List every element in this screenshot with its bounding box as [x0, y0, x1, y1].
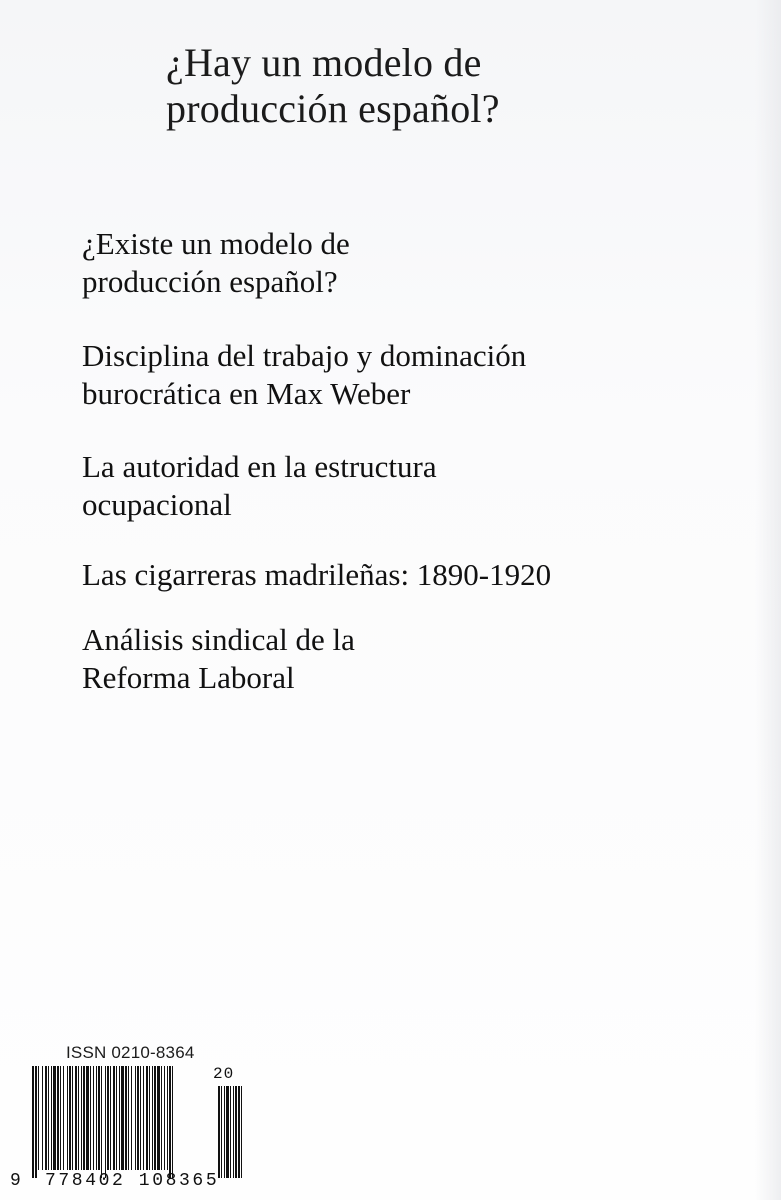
contents-item-3-line-1: La autoridad en la estructura — [82, 449, 437, 484]
contents-item-2-line-1: Disciplina del trabajo y dominación — [82, 338, 527, 373]
barcode-bar — [116, 1066, 117, 1170]
barcode-bar — [146, 1066, 148, 1170]
barcode-bar — [81, 1066, 82, 1170]
barcode-bar — [83, 1066, 85, 1170]
contents-item-2 — [82, 337, 702, 413]
barcode-bar — [137, 1066, 139, 1170]
page-title-line-2: producción español? — [166, 86, 500, 131]
barcode-bar — [42, 1066, 43, 1170]
contents-item-5-line-2: Reforma Laboral — [82, 660, 295, 695]
barcode-bar — [143, 1066, 144, 1170]
barcode-bar — [107, 1066, 109, 1170]
contents-item-2-line-2: burocrática en Max Weber — [82, 376, 411, 411]
barcode-bar — [72, 1066, 73, 1170]
barcode-bar — [101, 1066, 102, 1178]
barcode-addon-bar — [241, 1086, 242, 1178]
page-title — [166, 40, 636, 132]
barcode-bar — [140, 1066, 141, 1170]
barcode-bar — [51, 1066, 52, 1170]
barcode-bar — [96, 1066, 97, 1170]
barcode-bar — [60, 1066, 61, 1170]
contents-item-1-line-1: ¿Existe un modelo de — [82, 226, 350, 261]
barcode-bar — [78, 1066, 79, 1170]
barcode-bar — [172, 1066, 173, 1178]
barcode-bar — [121, 1066, 124, 1170]
barcode-bar — [86, 1066, 89, 1170]
barcode-main-digits: 778402 108365 — [45, 1171, 220, 1191]
barcode-addon-bar — [233, 1086, 234, 1178]
barcode-bar — [169, 1066, 171, 1178]
barcode-bar — [35, 1066, 37, 1178]
page-title-line-1: ¿Hay un modelo de — [166, 40, 482, 85]
barcode-bar — [98, 1066, 100, 1170]
barcode-bar — [63, 1066, 64, 1170]
barcode-bar — [125, 1066, 127, 1170]
contents-item-4-line-1: Las cigarreras madrileñas: 1890-1920 — [82, 557, 552, 592]
barcode-bar — [38, 1066, 39, 1170]
barcode-bar — [157, 1066, 160, 1170]
barcode-addon-bar — [230, 1086, 231, 1178]
barcode-bar — [105, 1066, 106, 1178]
barcode-addon-bar — [235, 1086, 237, 1178]
barcode-bar — [152, 1066, 153, 1170]
barcode-bar — [128, 1066, 129, 1170]
issn-label: ISSN 0210-8364 — [66, 1043, 195, 1062]
barcode-addon-bar — [238, 1086, 240, 1178]
barcode-bar — [32, 1066, 34, 1178]
barcode-addon-bar — [221, 1086, 222, 1178]
barcode-bar — [90, 1066, 91, 1170]
barcode-bar — [113, 1066, 115, 1170]
barcode-bar — [154, 1066, 156, 1170]
barcode-bar — [57, 1066, 59, 1170]
barcode-bar — [119, 1066, 120, 1170]
barcode-bar — [45, 1066, 47, 1170]
barcode-addon-bar — [224, 1086, 225, 1178]
barcode-bar — [75, 1066, 77, 1170]
barcode-bar — [48, 1066, 49, 1170]
barcode-bar — [149, 1066, 150, 1170]
contents-item-3 — [82, 448, 702, 524]
barcode-bar — [67, 1066, 68, 1170]
barcode-addon-code: 20 — [213, 1065, 235, 1083]
contents-item-1-line-2: producción español? — [82, 264, 338, 299]
contents-item-4 — [82, 556, 702, 594]
barcode-addon-bar — [226, 1086, 229, 1178]
barcode-bar — [131, 1066, 132, 1170]
contents-item-5-line-1: Análisis sindical de la — [82, 622, 355, 657]
barcode-bar — [110, 1066, 111, 1170]
barcode-bar — [69, 1066, 71, 1170]
barcode-first-digit: 9 — [10, 1171, 23, 1191]
barcode-bar — [53, 1066, 56, 1170]
barcode-bar — [167, 1066, 168, 1170]
contents-item-3-line-2: ocupacional — [82, 487, 232, 522]
contents-item-5 — [82, 621, 702, 697]
barcode-bar — [93, 1066, 94, 1170]
barcode-bar — [135, 1066, 136, 1170]
barcode-addon-bar — [218, 1086, 220, 1178]
contents-item-1 — [82, 225, 702, 301]
barcode-bar — [161, 1066, 162, 1170]
barcode-bar — [164, 1066, 165, 1170]
